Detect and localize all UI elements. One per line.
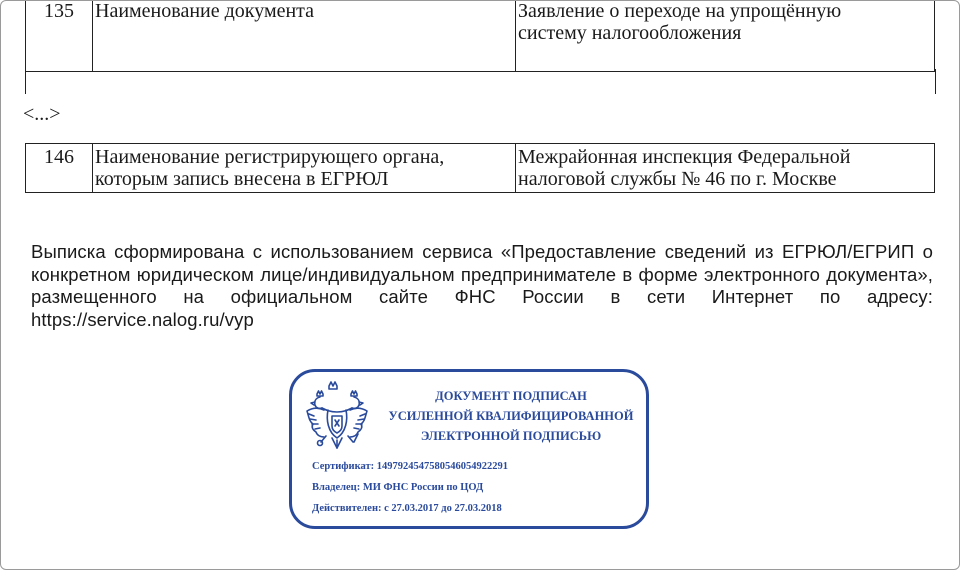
value-line: Межрайонная инспекция Федеральной: [518, 146, 851, 168]
value-line: Заявление о переходе на упрощённую: [518, 0, 842, 22]
table-continuation: [25, 69, 936, 94]
field-line: которым запись внесена в ЕГРЮЛ: [95, 168, 389, 190]
omission-marker: <...>: [23, 103, 61, 125]
table-row: [26, 0, 935, 72]
row-number: 146: [26, 144, 93, 193]
stamp-title: [380, 386, 642, 446]
value-line: налоговой службы № 46 по г. Москве: [518, 168, 837, 190]
egrul-table-row-135: [25, 0, 935, 72]
field-value: [516, 144, 935, 193]
stamp-title-line: ДОКУМЕНТ ПОДПИСАН: [435, 389, 587, 403]
field-name: [93, 144, 516, 193]
certificate-validity: Действителен: с 27.03.2017 до 27.03.2018: [312, 503, 502, 514]
stamp-details: [312, 456, 508, 519]
row-number: 135: [26, 0, 93, 72]
certificate-owner: Владелец: МИ ФНС России по ЦОД: [312, 482, 484, 493]
stamp-title-line: ЭЛЕКТРОННОЙ ПОДПИСЬЮ: [420, 429, 602, 443]
certificate-number: Сертификат: 1497924547580546054922291: [312, 461, 508, 472]
electronic-signature-stamp: [289, 369, 649, 529]
extract-note: Выписка сформирована с использованием сервиса «Предоставление сведений из ЕГРЮЛ/ЕГРИП о конкретном юридическом лице/индивидуальном предпринимателе в форме электронного документа», размещенного на официальном сайте ФНС России в сети Интернет по адресу: https://service.nalog.ru/vyp: [31, 241, 933, 330]
egrul-table-row-146: [25, 143, 935, 193]
table-row: [26, 144, 935, 193]
field-line: Наименование регистрирующего органа,: [95, 146, 445, 168]
stamp-title-line: УСИЛЕННОЙ КВАЛИФИЦИРОВАННОЙ: [388, 409, 634, 423]
double-headed-eagle-icon: [302, 380, 372, 456]
value-line: систему налогообложения: [518, 22, 742, 44]
field-name: Наименование документа: [93, 0, 516, 72]
field-value: [516, 0, 935, 72]
